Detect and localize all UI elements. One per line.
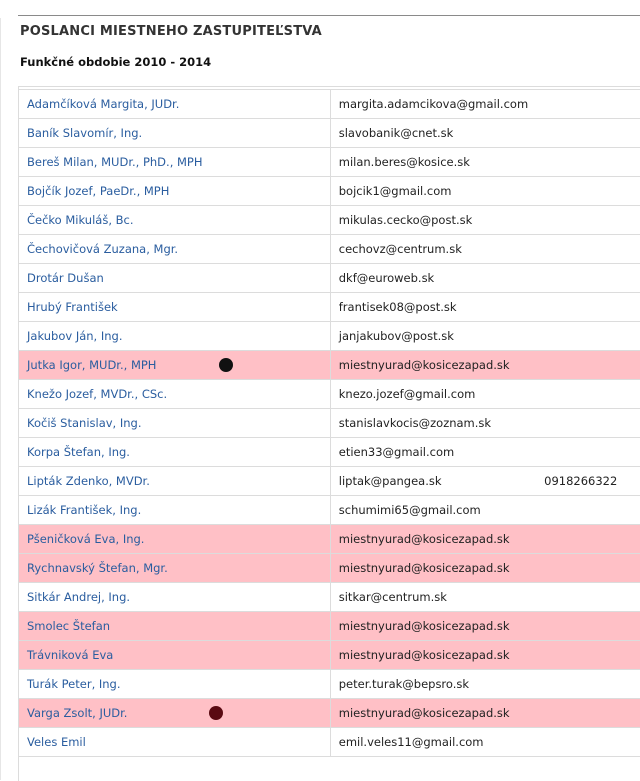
member-phone	[536, 409, 640, 438]
member-phone	[536, 322, 640, 351]
table-row	[19, 554, 640, 583]
table-row	[19, 293, 640, 322]
member-email: miestnyurad@kosicezapad.sk	[330, 351, 536, 380]
member-name-link[interactable]: Adamčíková Margita, JUDr.	[19, 90, 330, 119]
table-row	[19, 148, 640, 177]
member-name-link[interactable]: Baník Slavomír, Ing.	[19, 119, 330, 148]
member-name-link[interactable]: Veles Emil	[19, 728, 330, 757]
member-name-link[interactable]: Bojčík Jozef, PaeDr., MPH	[19, 177, 330, 206]
table-row	[19, 612, 640, 641]
page-title: POSLANCI MIESTNEHO ZASTUPITEĽSTVA	[20, 24, 322, 39]
member-phone	[536, 177, 640, 206]
member-name-link[interactable]: Varga Zsolt, JUDr.	[19, 699, 330, 728]
member-phone	[536, 554, 640, 583]
member-email: sitkar@centrum.sk	[330, 583, 536, 612]
member-phone	[536, 293, 640, 322]
member-name-link[interactable]: Jakubov Ján, Ing.	[19, 322, 330, 351]
member-email: margita.adamcikova@gmail.com	[330, 90, 536, 119]
member-email: emil.veles11@gmail.com	[330, 728, 536, 757]
member-phone	[536, 641, 640, 670]
member-phone	[536, 351, 640, 380]
table-row	[19, 119, 640, 148]
member-phone	[536, 206, 640, 235]
member-email: liptak@pangea.sk	[330, 467, 536, 496]
member-email: miestnyurad@kosicezapad.sk	[330, 699, 536, 728]
member-phone	[536, 699, 640, 728]
page-subtitle: Funkčné obdobie 2010 - 2014	[20, 55, 212, 69]
member-phone	[536, 525, 640, 554]
table-row	[19, 583, 640, 612]
member-email: cechovz@centrum.sk	[330, 235, 536, 264]
member-email: dkf@euroweb.sk	[330, 264, 536, 293]
member-name-link[interactable]: Trávniková Eva	[19, 641, 330, 670]
member-email: schumimi65@gmail.com	[330, 496, 536, 525]
table-row	[19, 90, 640, 119]
marker-dot-icon	[209, 706, 223, 720]
member-phone	[536, 380, 640, 409]
table-row	[19, 728, 640, 757]
member-email: miestnyurad@kosicezapad.sk	[330, 554, 536, 583]
member-phone	[536, 148, 640, 177]
member-email: mikulas.cecko@post.sk	[330, 206, 536, 235]
table-row	[19, 438, 640, 467]
member-phone: 0918266322	[536, 467, 640, 496]
member-phone	[536, 583, 640, 612]
member-email: frantisek08@post.sk	[330, 293, 536, 322]
member-email: bojcik1@gmail.com	[330, 177, 536, 206]
table-row	[19, 264, 640, 293]
table-row	[19, 177, 640, 206]
member-phone	[536, 438, 640, 467]
member-email: knezo.jozef@gmail.com	[330, 380, 536, 409]
member-email: etien33@gmail.com	[330, 438, 536, 467]
member-name-link[interactable]: Drotár Dušan	[19, 264, 330, 293]
member-name-link[interactable]: Kočiš Stanislav, Ing.	[19, 409, 330, 438]
member-name-link[interactable]: Turák Peter, Ing.	[19, 670, 330, 699]
member-name-link[interactable]: Lipták Zdenko, MVDr.	[19, 467, 330, 496]
member-name-link[interactable]: Smolec Štefan	[19, 612, 330, 641]
table-row	[19, 467, 640, 496]
member-phone	[536, 728, 640, 757]
member-phone	[536, 612, 640, 641]
marker-dot-icon	[219, 358, 233, 372]
member-name-link[interactable]: Jutka Igor, MUDr., MPH	[19, 351, 330, 380]
member-email: miestnyurad@kosicezapad.sk	[330, 641, 536, 670]
member-phone	[536, 235, 640, 264]
member-name-link[interactable]: Sitkár Andrej, Ing.	[19, 583, 330, 612]
member-name-link[interactable]: Lizák František, Ing.	[19, 496, 330, 525]
member-phone	[536, 264, 640, 293]
table-row	[19, 409, 640, 438]
table-row	[19, 525, 640, 554]
member-phone	[536, 670, 640, 699]
top-divider	[18, 15, 640, 16]
table-row	[19, 351, 640, 380]
member-email: milan.beres@kosice.sk	[330, 148, 536, 177]
member-email: stanislavkocis@zoznam.sk	[330, 409, 536, 438]
table-row	[19, 670, 640, 699]
table-row	[19, 641, 640, 670]
members-table-body	[19, 90, 640, 757]
member-phone	[536, 496, 640, 525]
member-name-link[interactable]: Čečko Mikuláš, Bc.	[19, 206, 330, 235]
table-row	[19, 206, 640, 235]
members-table	[19, 89, 640, 757]
table-row	[19, 699, 640, 728]
member-name-link[interactable]: Korpa Štefan, Ing.	[19, 438, 330, 467]
member-name-link[interactable]: Bereš Milan, MUDr., PhD., MPH	[19, 148, 330, 177]
member-phone	[536, 90, 640, 119]
member-name-link[interactable]: Pšeničková Eva, Ing.	[19, 525, 330, 554]
table-row	[19, 235, 640, 264]
member-email: miestnyurad@kosicezapad.sk	[330, 612, 536, 641]
members-table-container	[18, 86, 640, 781]
table-row	[19, 380, 640, 409]
left-divider	[0, 18, 1, 780]
table-row	[19, 496, 640, 525]
member-name-link[interactable]: Hrubý František	[19, 293, 330, 322]
member-email: janjakubov@post.sk	[330, 322, 536, 351]
member-email: peter.turak@bepsro.sk	[330, 670, 536, 699]
member-phone	[536, 119, 640, 148]
member-name-link[interactable]: Knežo Jozef, MVDr., CSc.	[19, 380, 330, 409]
member-name-link[interactable]: Rychnavský Štefan, Mgr.	[19, 554, 330, 583]
table-row	[19, 322, 640, 351]
member-email: miestnyurad@kosicezapad.sk	[330, 525, 536, 554]
member-email: slavobanik@cnet.sk	[330, 119, 536, 148]
member-name-link[interactable]: Čechovičová Zuzana, Mgr.	[19, 235, 330, 264]
